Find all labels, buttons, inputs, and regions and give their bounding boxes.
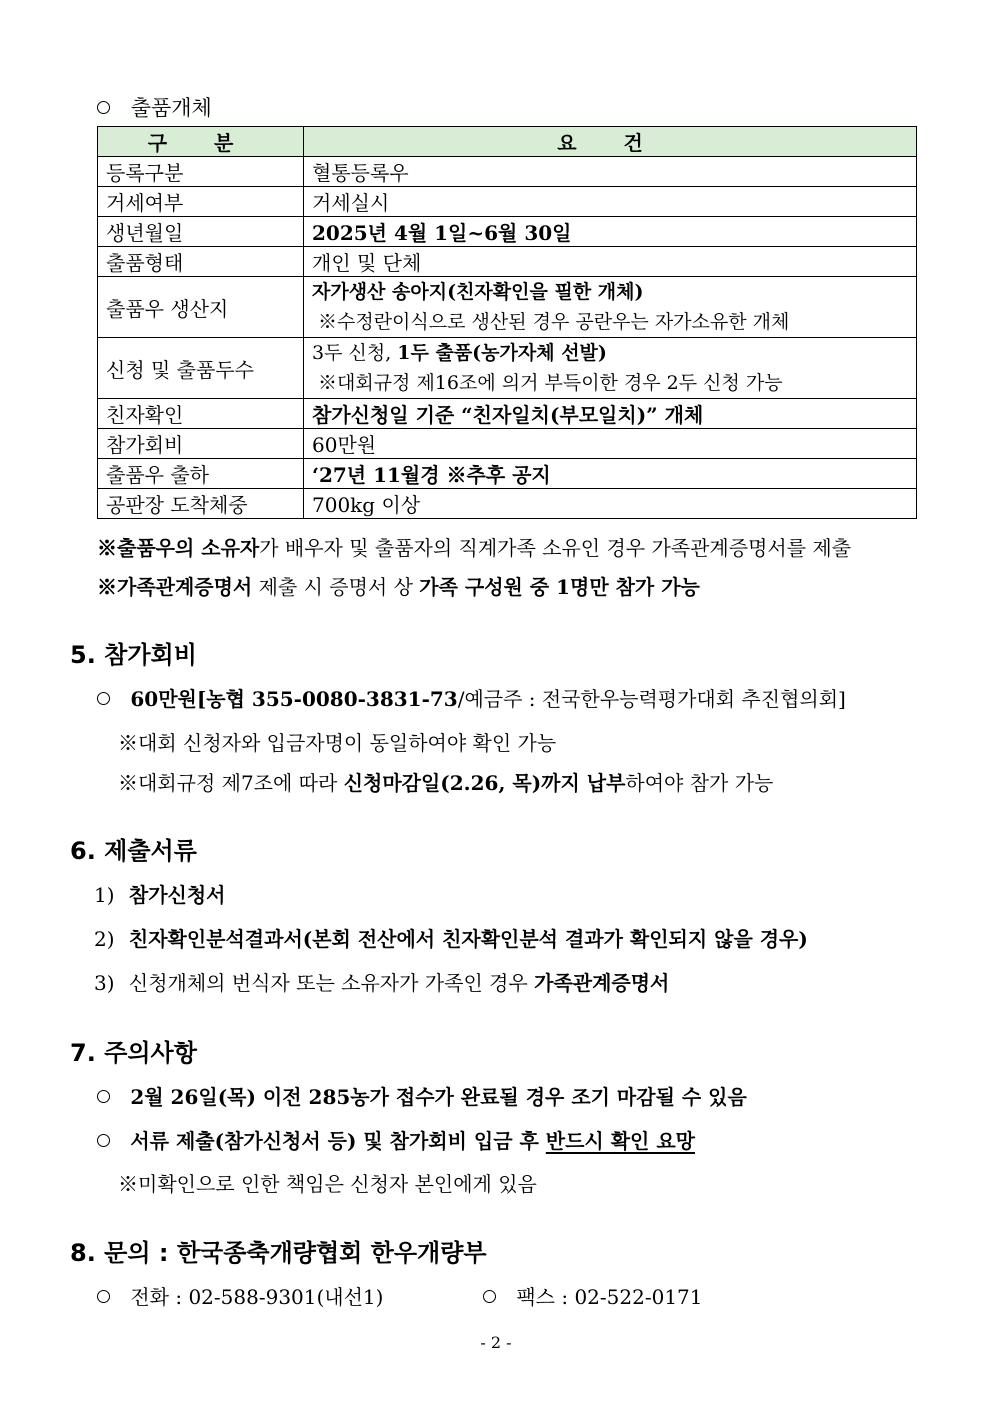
section-5-title: 5. 참가회비 — [70, 641, 197, 669]
table-row — [98, 187, 917, 217]
header-category: 구 분 — [98, 127, 304, 157]
row-value-main — [312, 338, 916, 368]
circle-bullet-icon — [97, 692, 110, 705]
note-text: 하여야 참가 가능 — [625, 771, 774, 795]
note-text: 제출 시 증명서 상 — [252, 575, 420, 599]
caution-text: 서류 제출(참가신청서 등) 및 참가회비 입금 후 — [130, 1129, 546, 1153]
item-text: 신청개체의 번식자 또는 소유자가 가족인 경우 — [128, 971, 535, 995]
item-number: 2) — [94, 927, 115, 951]
fee-text: /예금주 : 전국한우능력평가대회 추진협의회] — [457, 687, 846, 711]
phone-text: 전화 : 02-588-9301(내선1) — [130, 1285, 384, 1309]
sec6-item-2 — [94, 923, 808, 952]
circle-bullet-icon — [483, 1290, 496, 1303]
row-value: 거세실시 — [304, 187, 917, 217]
table-row — [98, 399, 917, 429]
row-label: 생년월일 — [98, 217, 304, 247]
item-number: 1) — [94, 883, 115, 907]
row-label: 친자확인 — [98, 399, 304, 429]
section-7-title: 7. 주의사항 — [70, 1039, 197, 1067]
caution-emphasis: 반드시 확인 요망 — [545, 1129, 695, 1153]
row-value-part: 3두 신청, — [312, 342, 398, 364]
item-number: 3) — [94, 971, 115, 995]
contact-fax — [483, 1281, 703, 1310]
sec7-line-1 — [97, 1081, 747, 1110]
note-text: 가 배우자 및 출품자의 직계가족 소유인 경우 가족관계증명서를 제출 — [259, 536, 852, 560]
note-bold: 가족 구성원 중 1명만 참가 가능 — [419, 575, 700, 599]
table-row — [98, 277, 917, 338]
entry-heading — [97, 92, 212, 122]
row-value — [304, 277, 917, 338]
note-text: ※대회규정 제7조에 따라 — [118, 771, 344, 795]
row-label: 출품우 출하 — [98, 459, 304, 489]
row-label: 공판장 도착체중 — [98, 489, 304, 519]
row-label: 참가회비 — [98, 429, 304, 459]
row-value-main: 자가생산 송아지(친자확인을 필한 개체) — [312, 281, 644, 303]
section-8-title: 8. 문의 : 한국종축개량협회 한우개량부 — [70, 1239, 487, 1267]
row-label: 출품우 생산지 — [98, 277, 304, 338]
row-value — [304, 338, 917, 399]
row-value: 2025년 4월 1일~6월 30일 — [304, 217, 917, 247]
row-label: 거세여부 — [98, 187, 304, 217]
row-value: 참가신청일 기준 “친자일치(부모일치)” 개체 — [304, 399, 917, 429]
contact-phone — [97, 1281, 383, 1310]
table-row — [98, 157, 917, 187]
circle-bullet-icon — [97, 101, 110, 114]
row-value: 60만원 — [304, 429, 917, 459]
table-row — [98, 429, 917, 459]
circle-bullet-icon — [97, 1090, 110, 1103]
row-value-note: ※수정란이식으로 생산된 경우 공란우는 자가소유한 개체 — [318, 311, 790, 333]
requirements-table — [97, 126, 917, 519]
row-value: 개인 및 단체 — [304, 247, 917, 277]
row-value: ‘27년 11월경 ※추후 공지 — [304, 459, 917, 489]
table-header-row — [98, 127, 917, 157]
page-number: - 2 - — [480, 1333, 512, 1352]
row-value: 700kg 이상 — [304, 489, 917, 519]
row-label: 등록구분 — [98, 157, 304, 187]
sec5-fee-line — [97, 683, 846, 712]
circle-bullet-icon — [97, 1290, 110, 1303]
note-bold: ※가족관계증명서 — [97, 575, 253, 599]
note-bold: ※출품우의 소유자 — [97, 536, 260, 560]
circle-bullet-icon — [97, 1134, 110, 1147]
table-row — [98, 338, 917, 399]
section-6-title: 6. 제출서류 — [70, 837, 197, 865]
sec5-note-1: ※대회 신청자와 입금자명이 동일하여야 확인 가능 — [118, 731, 557, 755]
row-label: 신청 및 출품두수 — [98, 338, 304, 399]
sec6-item-1 — [94, 879, 226, 908]
sec7-note: ※미확인으로 인한 책임은 신청자 본인에게 있음 — [118, 1172, 537, 1196]
item-text-bold: 가족관계증명서 — [534, 971, 670, 995]
sec5-note-2 — [118, 767, 773, 796]
row-value-part-bold: 1두 출품(농가자체 선발) — [397, 342, 607, 364]
sec6-item-3 — [94, 967, 669, 996]
caution-text: 2월 26일(목) 이전 285농가 접수가 완료될 경우 조기 마감될 수 있음 — [130, 1085, 747, 1109]
table-row — [98, 247, 917, 277]
note-bold: 신청마감일(2.26, 목)까지 납부 — [343, 771, 626, 795]
fee-bold: 60만원[농협 355-0080-3831-73 — [130, 687, 458, 711]
table-row — [98, 459, 917, 489]
entry-heading-text: 출품개체 — [130, 96, 212, 120]
table-row — [98, 489, 917, 519]
row-value: 혈통등록우 — [304, 157, 917, 187]
sec7-line-2 — [97, 1125, 695, 1154]
row-value-note: ※대회규정 제16조에 의거 부득이한 경우 2두 신청 가능 — [318, 372, 783, 394]
item-text: 친자확인분석결과서(본회 전산에서 친자확인분석 결과가 확인되지 않을 경우) — [128, 927, 808, 951]
entry-note-1 — [97, 532, 851, 561]
entry-note-2 — [97, 571, 700, 600]
table-row — [98, 217, 917, 247]
item-text: 참가신청서 — [128, 883, 226, 907]
header-requirement: 요 건 — [304, 127, 917, 157]
row-label: 출품형태 — [98, 247, 304, 277]
fax-text: 팩스 : 02-522-0171 — [516, 1285, 703, 1309]
